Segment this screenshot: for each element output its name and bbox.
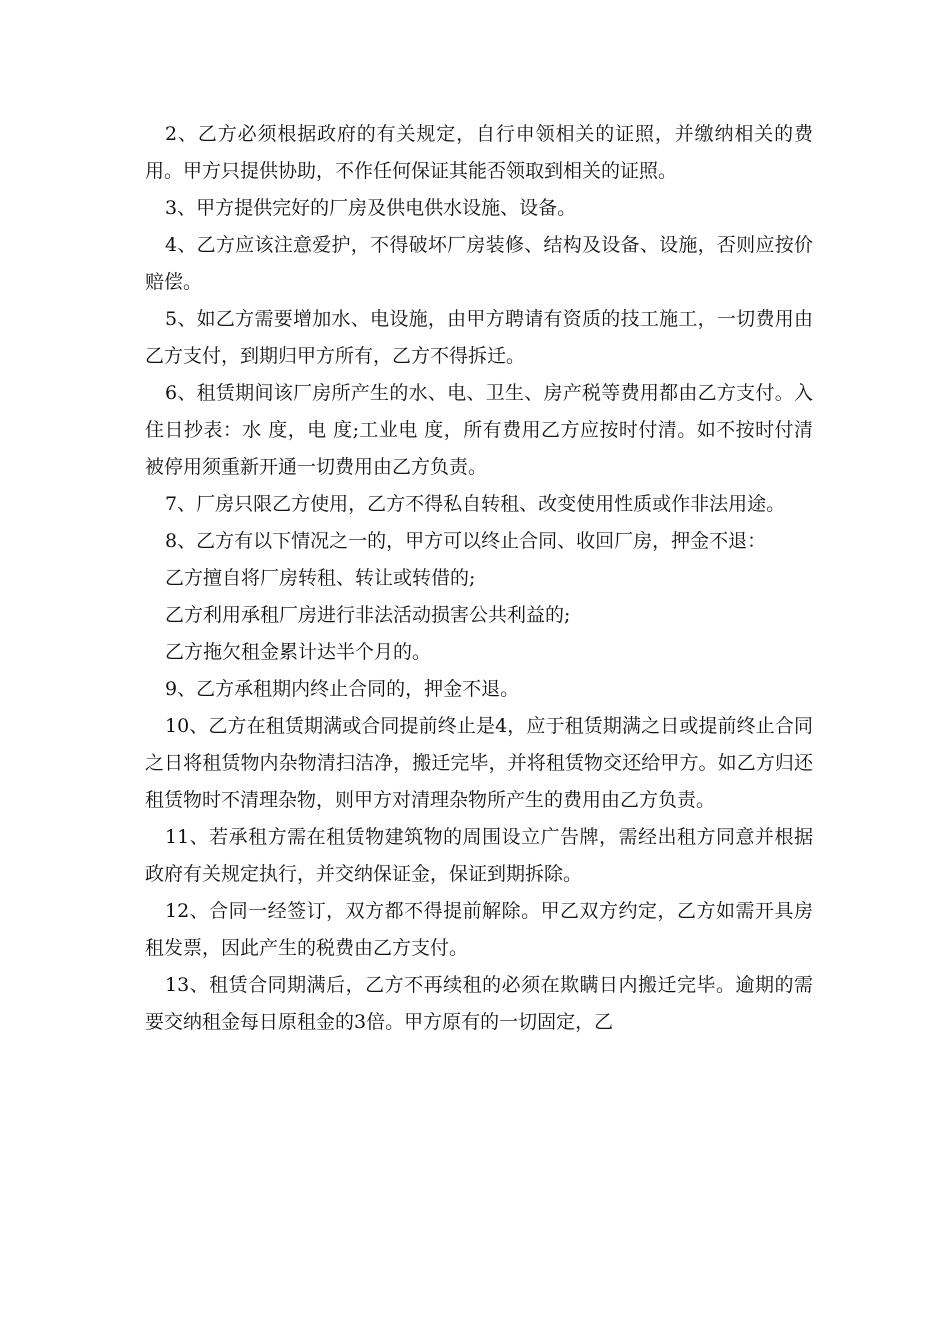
clause-13: 13、租赁合同期满后，乙方不再续租的必须在欺瞒日内搬迁完毕。逾期的需要交纳租金每日原租金的3倍。甲方原有的一切固定，乙 (145, 974, 813, 1033)
clause-10: 10、乙方在租赁期满或合同提前终止是4，应于租赁期满之日或提前终止合同之日将租赁物内杂物清扫洁净，搬迁完毕，并将租赁物交还给甲方。如乙方归还租赁物时不清理杂物，则甲方对清理杂物所产生的费用由乙方负责。 (145, 715, 813, 811)
clause-2: 2、乙方必须根据政府的有关规定，自行申领相关的证照，并缴纳相关的费用。甲方只提供协助，不作任何保证其能否领取到相关的证照。 (145, 123, 813, 182)
clause-11: 11、若承租方需在租赁物建筑物的周围设立广告牌，需经出租方同意并根据政府有关规定执行，并交纳保证金，保证到期拆除。 (145, 826, 813, 885)
clause-5: 5、如乙方需要增加水、电设施，由甲方聘请有资质的技工施工，一切费用由乙方支付，到期归甲方所有，乙方不得拆迁。 (145, 308, 813, 367)
clause-6: 6、租赁期间该厂房所产生的水、电、卫生、房产税等费用都由乙方支付。入住日抄表：水 度，电 度;工业电 度，所有费用乙方应按时付清。如不按时付清被停用须重新开通一切费用由乙方负责。 (145, 382, 813, 478)
clause-7: 7、厂房只限乙方使用，乙方不得私自转租、改变使用性质或作非法用途。 (165, 493, 786, 515)
document-page (145, 116, 813, 1041)
clause-8-item-1: 乙方擅自将厂房转租、转让或转借的; (165, 567, 476, 589)
clause-8: 8、乙方有以下情况之一的，甲方可以终止合同、收回厂房，押金不退： (165, 530, 767, 552)
clause-4: 4、乙方应该注意爱护，不得破坏厂房装修、结构及设备、设施，否则应按价赔偿。 (145, 234, 813, 293)
clause-12: 12、合同一经签订，双方都不得提前解除。甲乙双方约定，乙方如需开具房租发票，因此产生的税费由乙方支付。 (145, 900, 813, 959)
clause-8-item-3: 乙方拖欠租金累计达半个月的。 (165, 641, 432, 663)
clause-9: 9、乙方承租期内终止合同的，押金不退。 (165, 678, 520, 700)
clause-3: 3、甲方提供完好的厂房及供电供水设施、设备。 (165, 197, 577, 219)
clause-8-item-2: 乙方利用承租厂房进行非法活动损害公共利益的; (165, 604, 571, 626)
